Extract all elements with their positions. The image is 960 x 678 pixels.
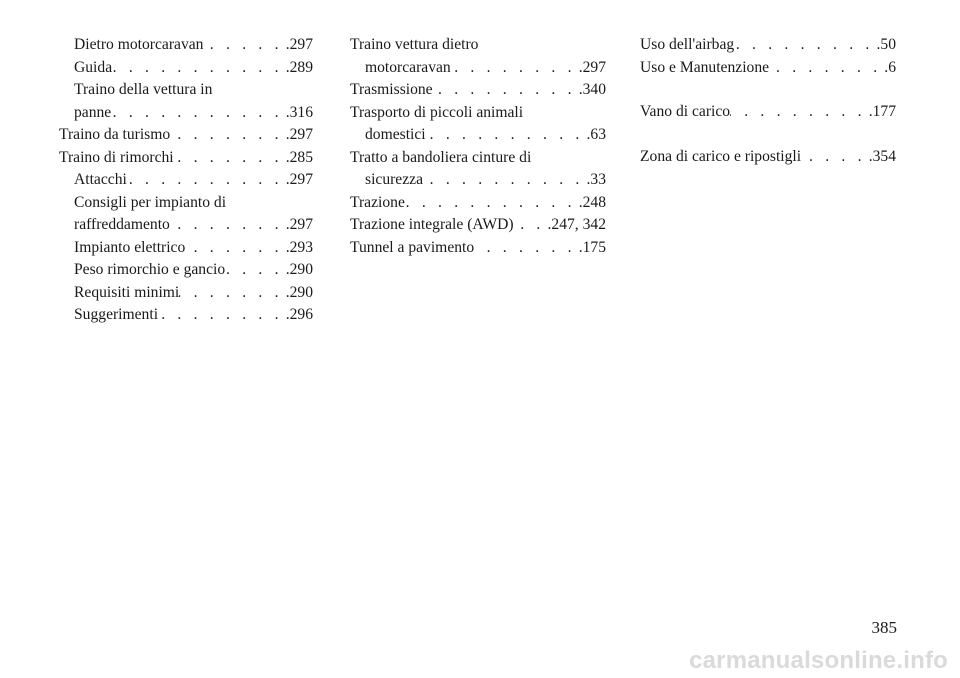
index-entry — [640, 57, 896, 80]
index-entry-page: .297 — [285, 216, 313, 233]
dot-leader — [203, 34, 285, 57]
index-entry — [350, 34, 606, 79]
index-entry-page: .289 — [285, 58, 313, 76]
index-entry-page: .297 — [578, 58, 606, 76]
index-entry-label: Traino della vettura in — [74, 81, 213, 98]
dot-leader — [174, 147, 286, 170]
index-entry-label: Vano di carico — [640, 103, 731, 120]
watermark: carmanualsonline.info — [689, 647, 948, 674]
index-entry — [350, 79, 606, 102]
index-column-2 — [350, 34, 606, 259]
dot-leader — [179, 282, 285, 305]
index-entry-page: .297 — [285, 36, 313, 53]
index-entry-label: Guida — [74, 58, 113, 76]
dot-leader — [405, 192, 579, 215]
index-entry — [59, 147, 313, 170]
index-entry-label: Impianto elettrico — [74, 238, 186, 256]
index-entry-page: .290 — [285, 283, 313, 301]
index-entry-label: Traino da turismo — [59, 126, 171, 143]
index-entry-label: motorcaravan — [365, 58, 451, 76]
index-column-1 — [59, 34, 313, 327]
index-entry-label: Trazione — [350, 193, 405, 211]
index-entry — [59, 79, 313, 124]
index-entry — [350, 147, 606, 192]
index-entry-page: .175 — [578, 238, 606, 256]
dot-leader — [734, 34, 876, 57]
index-entry — [640, 34, 896, 57]
index-entry — [640, 146, 896, 169]
index-entry-label: Uso dell'airbag — [640, 36, 735, 53]
index-entry-label: Peso rimorchio e gancio — [74, 261, 226, 278]
dot-leader — [112, 57, 286, 80]
index-entry — [59, 192, 313, 237]
dot-leader — [127, 169, 286, 192]
index-entry — [350, 214, 606, 237]
index-entry — [640, 101, 896, 124]
dot-leader — [769, 57, 884, 80]
dot-leader — [474, 237, 579, 260]
index-entry-page: .293 — [285, 238, 313, 256]
index-entry-label: domestici — [365, 126, 426, 143]
index-entry-label: Dietro motorcaravan — [74, 36, 204, 53]
index-entry-page: .296 — [285, 306, 313, 323]
index-entry-page: .297 — [285, 126, 313, 143]
index-entry-label: Tratto a bandoliera cinture di — [350, 148, 532, 166]
index-entry — [59, 304, 313, 327]
index-entry-label: Tunnel a pavimento — [350, 238, 475, 256]
page-number: 385 — [871, 618, 897, 637]
index-entry — [59, 237, 313, 260]
index-entry-label: Attacchi — [74, 171, 127, 188]
index-entry — [59, 282, 313, 305]
index-entry-label: Suggerimenti — [74, 306, 159, 323]
index-entry-label: Uso e Manutenzione — [640, 58, 770, 76]
index-entry-page: .354 — [868, 147, 896, 165]
index-entry-label: panne — [74, 103, 112, 121]
index-entry-page: .285 — [285, 148, 313, 166]
index-entry — [59, 169, 313, 192]
dot-leader — [170, 124, 286, 147]
dot-leader — [801, 146, 869, 169]
index-entry — [350, 102, 606, 147]
index-entry-page: .50 — [876, 36, 896, 53]
dot-leader — [433, 79, 579, 102]
index-entry-page: .248 — [578, 193, 606, 211]
index-entry-label: Zona di carico e ripostigli — [640, 147, 802, 165]
index-entry-label: raffreddamento — [74, 216, 170, 233]
dot-leader — [426, 124, 587, 147]
index-entry-label: Traino vettura dietro — [350, 36, 479, 53]
index-entry-page: .340 — [578, 81, 606, 98]
index-entry-page: .297 — [285, 171, 313, 188]
index-entry-page: .177 — [868, 103, 896, 120]
dot-leader — [451, 57, 579, 80]
dot-leader — [423, 169, 587, 192]
index-entry-label: sicurezza — [365, 171, 423, 188]
index-entry — [59, 34, 313, 57]
index-entry-page: .63 — [586, 126, 606, 143]
index-entry-page: .316 — [285, 103, 313, 121]
dot-leader — [730, 101, 869, 124]
index-entry-label: Trasmissione — [350, 81, 433, 98]
dot-leader — [170, 214, 286, 237]
dot-leader — [225, 259, 286, 282]
index-entry-label: Trasporto di piccoli animali — [350, 103, 524, 121]
index-entry-label: Consigli per impianto di — [74, 193, 227, 211]
index-entry-page: .290 — [285, 261, 313, 278]
index-entry-page: .6 — [884, 58, 896, 76]
dot-leader — [111, 102, 285, 125]
index-entry — [59, 57, 313, 80]
index-entry — [59, 124, 313, 147]
dot-leader — [158, 304, 286, 327]
index-entry-page: .247, 342 — [547, 216, 606, 233]
index-entry-label: Requisiti minimi — [74, 283, 180, 301]
index-entry — [350, 192, 606, 215]
dot-leader — [514, 214, 548, 237]
index-entry — [59, 259, 313, 282]
index-entry-label: Trazione integrale (AWD) — [350, 216, 514, 233]
index-entry — [350, 237, 606, 260]
index-entry-label: Traino di rimorchi — [59, 148, 174, 166]
index-entry-page: .33 — [586, 171, 606, 188]
index-column-3 — [640, 34, 896, 168]
dot-leader — [185, 237, 285, 260]
